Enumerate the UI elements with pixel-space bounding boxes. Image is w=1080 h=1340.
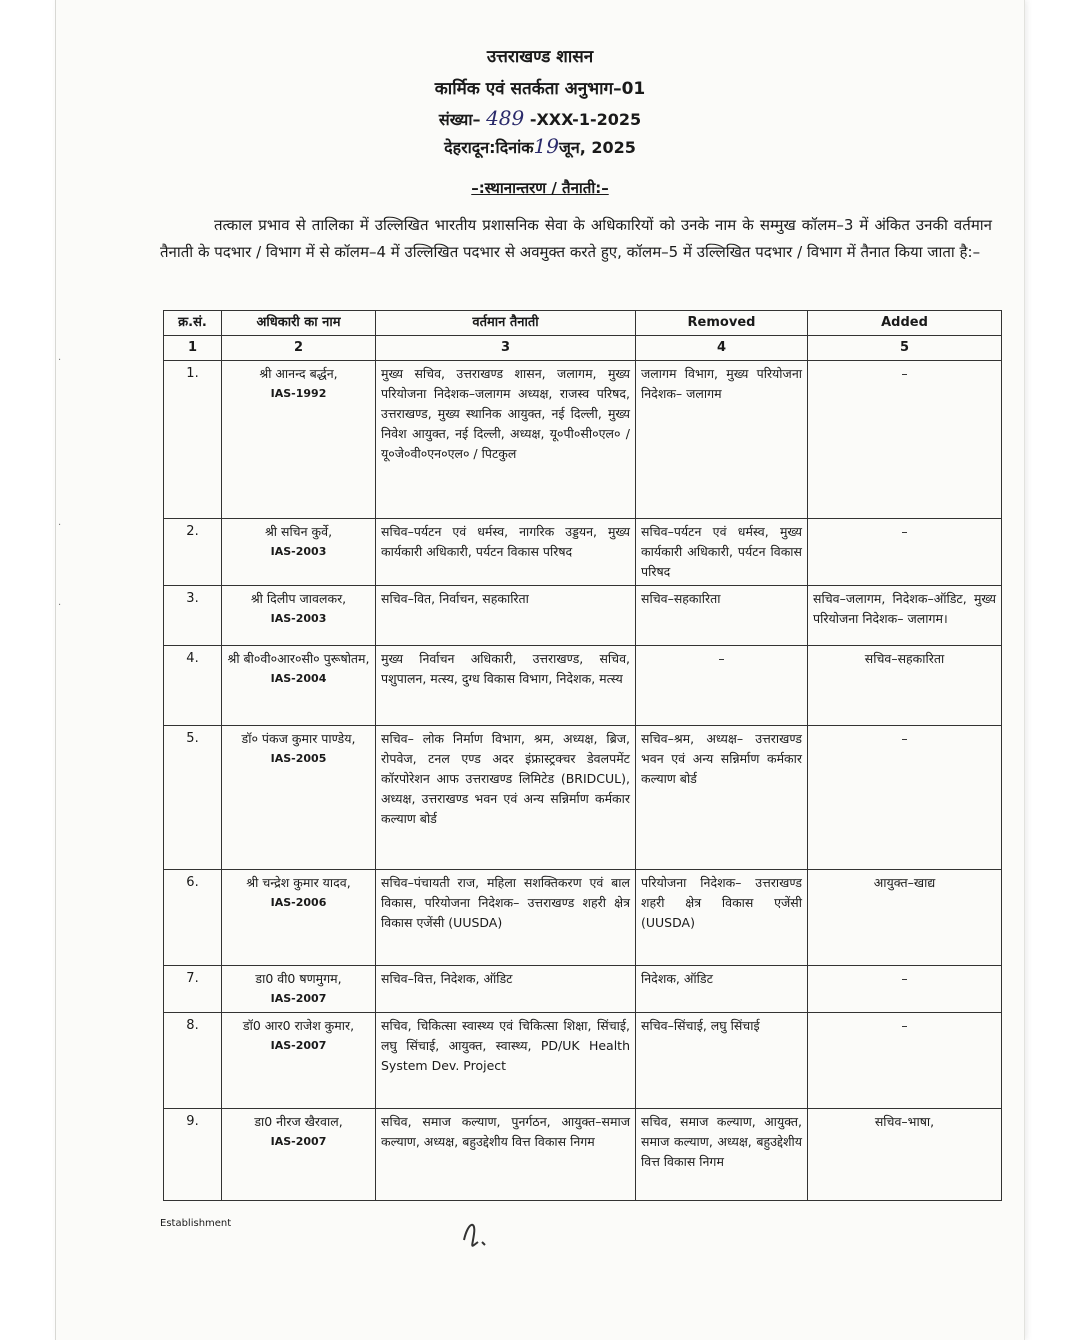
- cell-current-posting: मुख्य निर्वाचन अधिकारी, उत्तराखण्ड, सचिव, पशुपालन, मत्स्य, दुग्ध विकास विभाग, निदेशक, मत्स्य: [376, 646, 636, 726]
- cell-sn: 4.: [164, 646, 222, 726]
- cell-added: –: [808, 726, 1002, 870]
- column-number-row: [164, 336, 1002, 361]
- header-sn: क्र.सं.: [164, 311, 222, 336]
- cell-current-posting: सचिव–पर्यटन एवं धर्मस्व, नागरिक उड्डयन, मुख्य कार्यकारी अधिकारी, पर्यटन विकास परिषद: [376, 519, 636, 586]
- header-removed: Removed: [636, 311, 808, 336]
- officer-batch: IAS-1992: [270, 387, 327, 400]
- cell-sn: 3.: [164, 586, 222, 646]
- date-suffix: जून, 2025: [558, 138, 636, 157]
- table-row: [164, 726, 1002, 870]
- cell-sn: 1.: [164, 361, 222, 519]
- officer-batch: IAS-2007: [270, 1135, 327, 1148]
- cell-added: –: [808, 361, 1002, 519]
- cell-removed: परियोजना निदेशक– उत्तराखण्ड शहरी क्षेत्र विकास एजेंसी (UUSDA): [636, 870, 808, 966]
- date-prefix: देहरादून:दिनांक: [444, 138, 534, 157]
- cell-removed: सचिव–सिंचाई, लघु सिंचाई: [636, 1013, 808, 1109]
- subject-heading: –:स्थानान्तरण / तैनाती:–: [471, 179, 609, 197]
- cell-removed: सचिव, समाज कल्याण, आयुक्त, समाज कल्याण, अध्यक्ष, बहुउद्देशीय वित्त विकास निगम: [636, 1109, 808, 1201]
- date-handwritten: 19: [533, 134, 559, 158]
- number-prefix: संख्या–: [438, 110, 481, 129]
- order-number: [0, 106, 1080, 130]
- header-name: अधिकारी का नाम: [222, 311, 376, 336]
- cell-removed: सचिव–पर्यटन एवं धर्मस्व, मुख्य कार्यकारी अधिकारी, पर्यटन विकास परिषद: [636, 519, 808, 586]
- officer-name: श्री बी०वी०आर०सी० पुरूषोतम,: [227, 651, 370, 666]
- number-handwritten: 489: [486, 106, 525, 130]
- officer-batch: IAS-2007: [270, 1039, 327, 1052]
- cell-removed: –: [636, 646, 808, 726]
- col-number: 2: [222, 336, 376, 361]
- cell-officer: [222, 1109, 376, 1201]
- officer-name: डा0 नीरज खैरवाल,: [254, 1114, 343, 1129]
- order-paragraph: तत्काल प्रभाव से तालिका में उल्लिखित भारतीय प्रशासनिक सेवा के अधिकारियों को उनके नाम के सम्मुख कॉलम–3 में अंकित उनकी वर्तमान तैनाती के पदभार / विभाग में से कॉलम–4 में उल्लिखित पदभार से अवमुक्त करते हुए, कॉलम–5 में उल्लिखित पदभार / विभाग में तैनात किया जाता है:–: [160, 216, 992, 261]
- cell-added: –: [808, 519, 1002, 586]
- govt-heading: उत्तराखण्ड शासन: [486, 47, 594, 67]
- officer-name: श्री चन्द्रेश कुमार यादव,: [246, 875, 351, 890]
- signature: [458, 1212, 498, 1259]
- officer-name: श्री आनन्द बर्द्धन,: [259, 366, 338, 381]
- cell-current-posting: सचिव–वित, निर्वाचन, सहकारिता: [376, 586, 636, 646]
- cell-officer: [222, 586, 376, 646]
- cell-sn: 5.: [164, 726, 222, 870]
- table-row: [164, 361, 1002, 519]
- cell-added: सचिव–जलागम, निदेशक–ऑडिट, मुख्य परियोजना निदेशक– जलागम।: [808, 586, 1002, 646]
- cell-removed: सचिव–सहकारिता: [636, 586, 808, 646]
- cell-sn: 2.: [164, 519, 222, 586]
- officer-name: डॉ0 आर0 राजेश कुमार,: [242, 1018, 355, 1033]
- number-suffix: -XXX-1-2025: [529, 110, 642, 129]
- cell-officer: [222, 966, 376, 1013]
- officer-name: डा0 वी0 षणमुगम,: [255, 971, 342, 986]
- cell-removed: जलागम विभाग, मुख्य परियोजना निदेशक– जलागम: [636, 361, 808, 519]
- cell-officer: [222, 1013, 376, 1109]
- signature-scribble: [458, 1212, 498, 1252]
- officer-batch: IAS-2003: [270, 545, 327, 558]
- cell-current-posting: सचिव, समाज कल्याण, पुनर्गठन, आयुक्त–समाज कल्याण, अध्यक्ष, बहुउद्देशीय वित्त विकास निगम: [376, 1109, 636, 1201]
- officer-batch: IAS-2005: [270, 752, 327, 765]
- cell-officer: [222, 519, 376, 586]
- cell-current-posting: सचिव–वित्त, निदेशक, ऑडिट: [376, 966, 636, 1013]
- table-row: [164, 519, 1002, 586]
- table-row: [164, 1109, 1002, 1201]
- officer-name: श्री सचिन कुर्वे,: [264, 524, 333, 539]
- cell-officer: [222, 361, 376, 519]
- margin-mark: ·: [58, 355, 62, 366]
- cell-added: सचिव–भाषा,: [808, 1109, 1002, 1201]
- officer-batch: IAS-2003: [270, 612, 327, 625]
- table-row: [164, 646, 1002, 726]
- cell-officer: [222, 870, 376, 966]
- officer-name: श्री दिलीप जावलकर,: [250, 591, 347, 606]
- cell-removed: सचिव–श्रम, अध्यक्ष– उत्तराखण्ड भवन एवं अन्य सन्निर्माण कर्मकार कल्याण बोर्ड: [636, 726, 808, 870]
- cell-current-posting: मुख्य सचिव, उत्तराखण्ड शासन, जलागम, मुख्य परियोजना निदेशक–जलागम अध्यक्ष, राजस्व परिषद, उत्तराखण्ड, मुख्य स्थानिक आयुक्त, नई दिल्ली, मुख्य निवेश आयुक्त, नई दिल्ली, अध्यक्ष, यू०पी०सी०एल० / यू०जे०वी०एन०एल० / पिटकुल: [376, 361, 636, 519]
- table-row: [164, 586, 1002, 646]
- cell-current-posting: सचिव– लोक निर्माण विभाग, श्रम, अध्यक्ष, ब्रिज, रोपवेज, टनल एण्ड अदर इंफ्रास्ट्रक्चर डेवलपमेंट कॉरपोरेशन आफ उत्तराखण्ड लिमिटेड (BRIDCUL), अध्यक्ष, उत्तराखण्ड भवन एवं अन्य सन्निर्माण कर्मकार कल्याण बोर्ड: [376, 726, 636, 870]
- header-current: वर्तमान तैनाती: [376, 311, 636, 336]
- table-row: [164, 870, 1002, 966]
- officer-batch: IAS-2007: [270, 992, 327, 1005]
- table-row: [164, 1013, 1002, 1109]
- order-date: [0, 134, 1080, 158]
- officer-batch: IAS-2004: [270, 672, 327, 685]
- col-number: 4: [636, 336, 808, 361]
- cell-sn: 7.: [164, 966, 222, 1013]
- cell-removed: निदेशक, ऑडिट: [636, 966, 808, 1013]
- cell-sn: 6.: [164, 870, 222, 966]
- transfer-table: [163, 310, 1002, 1201]
- col-number: 5: [808, 336, 1002, 361]
- cell-current-posting: सचिव, चिकित्सा स्वास्थ्य एवं चिकित्सा शिक्षा, सिंचाई, लघु सिंचाई, आयुक्त, स्वास्थ्य, PD/UK Health System Dev. Project: [376, 1013, 636, 1109]
- header-added: Added: [808, 311, 1002, 336]
- table-row: [164, 966, 1002, 1013]
- cell-officer: [222, 726, 376, 870]
- cell-officer: [222, 646, 376, 726]
- department-heading: कार्मिक एवं सतर्कता अनुभाग–01: [434, 79, 646, 99]
- margin-mark: ·: [58, 600, 62, 611]
- establishment-label: Establishment: [160, 1218, 232, 1229]
- margin-mark: ·: [58, 520, 62, 531]
- cell-added: –: [808, 1013, 1002, 1109]
- officer-batch: IAS-2006: [270, 896, 327, 909]
- table-header-row: [164, 311, 1002, 336]
- cell-added: आयुक्त–खाद्य: [808, 870, 1002, 966]
- cell-sn: 9.: [164, 1109, 222, 1201]
- cell-added: –: [808, 966, 1002, 1013]
- cell-sn: 8.: [164, 1013, 222, 1109]
- col-number: 1: [164, 336, 222, 361]
- col-number: 3: [376, 336, 636, 361]
- cell-added: सचिव–सहकारिता: [808, 646, 1002, 726]
- officer-name: डॉ० पंकज कुमार पाण्डेय,: [241, 731, 356, 746]
- cell-current-posting: सचिव–पंचायती राज, महिला सशक्तिकरण एवं बाल विकास, परियोजना निदेशक– उत्तराखण्ड शहरी क्षेत्र विकास एजेंसी (UUSDA): [376, 870, 636, 966]
